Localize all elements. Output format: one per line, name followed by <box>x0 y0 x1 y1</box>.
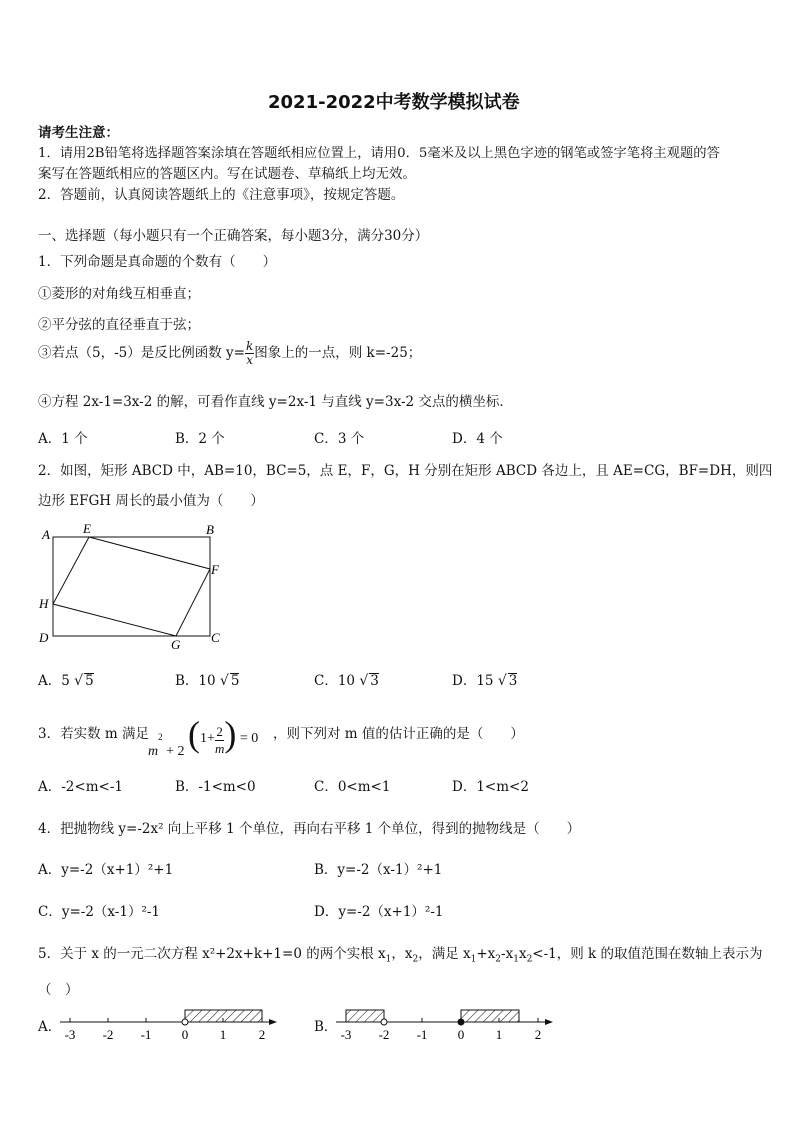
q1-statement-2: ②平分弦的直径垂直于弦； <box>38 317 200 333</box>
q3-eq0: = 0 <box>239 731 259 746</box>
label-e: E <box>83 521 91 536</box>
q2-opt-c-letter: C． <box>314 673 338 689</box>
q1-statement-3 <box>38 340 421 367</box>
label-g: G <box>171 637 181 652</box>
arrow-icon <box>545 1019 553 1025</box>
q3-one-plus: 1+ <box>200 731 215 746</box>
tick-label: -2 <box>378 1027 390 1042</box>
left-paren-icon: ( <box>188 714 201 754</box>
label-a: A <box>42 527 50 542</box>
q1-option-b[interactable]: B．2 个 <box>175 431 225 447</box>
q2-opt-b-letter: B． <box>175 673 199 689</box>
q5-sub: 1 <box>385 954 392 965</box>
q2-opt-b-coef: 10 <box>198 673 216 689</box>
label-f: F <box>211 562 219 577</box>
q1-fraction <box>245 340 254 367</box>
open-circle <box>381 1019 387 1025</box>
q5-mid: -x <box>501 946 514 962</box>
q3-frac-num: 2 <box>216 724 223 740</box>
q3-option-c[interactable]: C．0<m<1 <box>314 779 391 795</box>
q2-opt-c-coef: 10 <box>337 673 356 689</box>
label-c: C <box>211 630 220 645</box>
q3-option-d[interactable]: D．1<m<2 <box>452 779 529 795</box>
q2-stem-line2: 边形 EFGH 周长的最小值为（ ） <box>38 493 264 509</box>
tick-label: -3 <box>64 1027 76 1042</box>
label-d: D <box>39 630 49 645</box>
tick-label: -1 <box>416 1027 428 1042</box>
q5-stem-line2: （ ） <box>38 982 79 998</box>
hatched-region-right <box>461 1010 519 1022</box>
q2-opt-d-radicand: 3 <box>508 673 518 689</box>
q1-s3-pre: ③若点（5，-5）是反比例函数 y= <box>38 345 245 361</box>
quadrilateral-efgh <box>53 537 210 636</box>
tick-label: 0 <box>457 1027 465 1042</box>
q5-post: <-1，则 k 的取值范围在数轴上表示为 <box>532 946 763 962</box>
label-b: B <box>206 522 214 537</box>
q2-option-a[interactable] <box>38 669 94 689</box>
q3-pre: 3．若实数 m 满足 <box>38 726 149 742</box>
q5-stem-line1 <box>38 942 763 965</box>
q4-stem: 4．把抛物线 y=-2x² 向上平移 1 个单位，再向右平移 1 个单位，得到的抛物线是（ ） <box>38 821 581 837</box>
q4-option-d[interactable]: D．y=-2（x+1）²-1 <box>314 904 444 920</box>
q2-stem-line1: 2．如图，矩形 ABCD 中，AB=10，BC=5，点 E，F，G，H 分别在矩形 ABCD 各边上，且 AE=CG，BF=DH，则四 <box>38 463 773 479</box>
tick-label: 1 <box>495 1027 503 1042</box>
q3-post: ，则下列对 m 值的估计正确的是（ ） <box>273 726 524 742</box>
q2-opt-c-radicand: 3 <box>370 673 379 689</box>
q1-option-a[interactable]: A．1 个 <box>38 431 88 447</box>
q4-option-c[interactable]: C．y=-2（x-1）²-1 <box>38 904 161 920</box>
q1-s3-post: 图象上的一点，则 k=-25； <box>254 345 422 361</box>
q1-option-c[interactable]: C．3 个 <box>314 431 365 447</box>
q2-opt-a-radicand: 5 <box>85 673 94 689</box>
q3-equation <box>148 709 259 759</box>
q1-statement-1: ①菱形的对角线互相垂直； <box>38 286 200 302</box>
q3-m: m <box>148 744 159 759</box>
number-line-b[interactable] <box>331 1004 561 1044</box>
rectangle-diagram <box>30 518 230 654</box>
q2-opt-b-radicand: 5 <box>230 673 240 689</box>
q5-mid: x <box>518 946 527 962</box>
q2-option-c[interactable] <box>314 669 379 689</box>
q5-sub: 2 <box>495 954 502 965</box>
sqrt-icon: √ <box>359 673 369 689</box>
q2-opt-a-letter: A． <box>38 673 62 689</box>
tick-label: 0 <box>181 1027 189 1042</box>
number-line-a[interactable] <box>55 1004 285 1044</box>
q5-sub: 2 <box>526 954 533 965</box>
section-heading: 一、选择题（每小题只有一个正确答案，每小题3分，满分30分） <box>38 228 429 244</box>
q2-opt-a-coef: 5 <box>61 673 70 689</box>
q4-option-b[interactable]: B．y=-2（x-1）²+1 <box>314 862 443 878</box>
label-h: H <box>39 596 49 611</box>
q4-option-a[interactable]: A．y=-2（x+1）²+1 <box>38 862 174 878</box>
q2-opt-d-coef: 15 <box>476 673 494 689</box>
filled-circle <box>458 1019 464 1025</box>
q3-plus2: + 2 <box>166 744 185 759</box>
sqrt-icon: √ <box>74 673 84 689</box>
q5-mid: +x <box>476 946 496 962</box>
q2-opt-d-letter: D． <box>452 673 477 689</box>
q5-sub: 2 <box>412 954 419 965</box>
q2-option-d[interactable] <box>452 669 517 689</box>
open-circle <box>182 1019 188 1025</box>
q5-pre: 5．关于 x 的一元二次方程 x²+2x+k+1=0 的两个实根 x <box>38 946 386 962</box>
tick-label: -3 <box>340 1027 352 1042</box>
q1-frac-den: x <box>246 353 254 367</box>
notice-item1-line2: 案写在答题纸相应的答题区内。写在试题卷、草稿纸上均无效。 <box>38 166 416 182</box>
q5-sub: 1 <box>513 954 519 965</box>
rectangle-abcd <box>53 537 210 636</box>
sqrt-icon: √ <box>497 673 507 689</box>
q1-option-d[interactable]: D．4 个 <box>452 431 503 447</box>
q5-sub: 1 <box>470 954 477 965</box>
q5-mid: ，x <box>391 946 413 962</box>
right-paren-icon: ) <box>224 714 237 754</box>
q5-mid: ，满足 x <box>418 946 471 962</box>
q3-fraction <box>215 724 224 757</box>
notice-item2: 2．答题前，认真阅读答题纸上的《注意事项》，按规定答题。 <box>38 187 405 203</box>
tick-label: -1 <box>140 1027 152 1042</box>
q1-statement-4: ④方程 2x-1=3x-2 的解，可看作直线 y=2x-1 与直线 y=3x-2 交点的横坐标． <box>38 394 513 410</box>
tick-label: 2 <box>534 1027 542 1042</box>
hatched-region-left <box>346 1010 384 1022</box>
q3-exp: 2 <box>158 732 163 743</box>
q1-frac-num: k <box>245 339 254 353</box>
notice-item1-line1: 1．请用2B铅笔将选择题答案涂填在答题纸相应位置上，请用0．5毫米及以上黑色字迹的钢笔或签字笔将主观题的答 <box>38 146 720 161</box>
q2-option-b[interactable] <box>175 669 239 689</box>
arrow-icon <box>269 1019 277 1025</box>
sqrt-icon: √ <box>219 673 229 689</box>
q3-option-a[interactable]: A．-2<m<-1 <box>38 779 123 795</box>
tick-label: 2 <box>258 1027 266 1042</box>
q5-option-b-label[interactable]: B． <box>314 1019 338 1035</box>
q3-frac-den: m <box>214 741 225 757</box>
q3-option-b[interactable]: B．-1<m<0 <box>175 779 256 795</box>
q5-option-a-label[interactable]: A． <box>38 1019 62 1035</box>
hatched-region <box>185 1010 262 1022</box>
tick-label: -2 <box>102 1027 114 1042</box>
tick-label: 1 <box>219 1027 227 1042</box>
q1-stem: 1．下列命题是真命题的个数有（ ） <box>38 254 277 270</box>
page-title: 2021-2022中考数学模拟试卷 <box>268 92 520 113</box>
notice-heading: 请考生注意： <box>38 125 119 141</box>
